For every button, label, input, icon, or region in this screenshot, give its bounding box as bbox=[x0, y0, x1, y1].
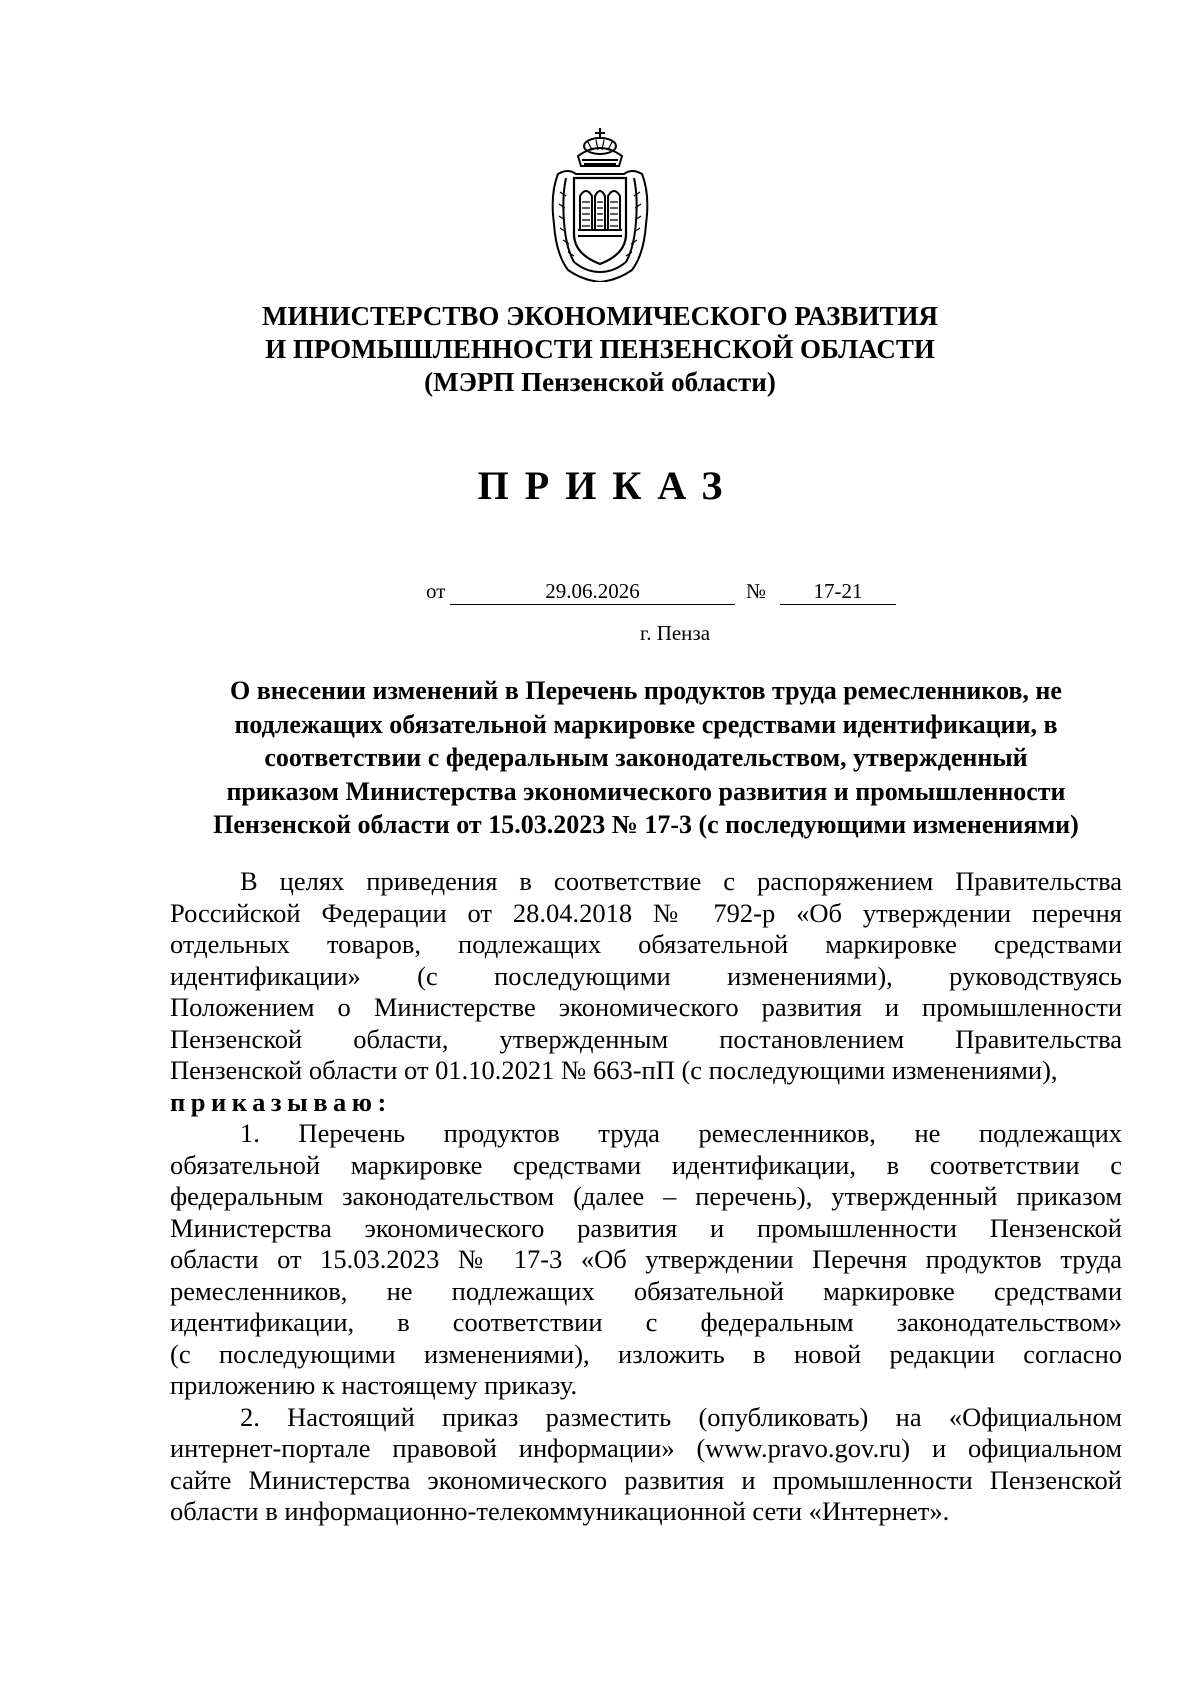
ministry-name-line-2: И ПРОМЫШЛЕННОСТИ ПЕНЗЕНСКОЙ ОБЛАСТИ bbox=[265, 334, 935, 364]
body-line: федеральным законодательством (далее – перечень), утвержденный приказом bbox=[170, 1181, 1122, 1211]
ministry-short-name: (МЭРП Пензенской области) bbox=[424, 367, 776, 397]
body-line: области в информационно-телекоммуникационной сети «Интернет». bbox=[170, 1496, 950, 1526]
body-line: 1. Перечень продуктов труда ремесленников, не подлежащих bbox=[240, 1118, 1122, 1148]
body-line: приложению к настоящему приказу. bbox=[170, 1370, 578, 1400]
date-prefix: от bbox=[426, 579, 446, 603]
document-date: 29.06.2026 bbox=[450, 578, 735, 605]
subject-line: подлежащих обязательной маркировке средствами идентификации, в bbox=[234, 709, 1058, 739]
body-line: (с последующими изменениями), изложить в новой редакции согласно bbox=[170, 1338, 1122, 1369]
document-title: ПРИКАЗ bbox=[477, 463, 739, 508]
body-line: обязательной маркировке средствами идентификации, в соответствии с bbox=[170, 1149, 1122, 1180]
item-1-paragraph bbox=[170, 1118, 1122, 1402]
city-name: г. Пенза bbox=[639, 621, 711, 645]
body-line: В целях приведения в соответствие с распоряжением Правительства bbox=[240, 866, 1122, 896]
body-line: области от 15.03.2023 № 17-3 «Об утверждении Перечня продуктов труда bbox=[170, 1244, 1122, 1274]
item-2-paragraph bbox=[170, 1402, 1122, 1528]
body-line: 2. Настоящий приказ разместить (опубликовать) на «Официальном bbox=[240, 1401, 1122, 1432]
subject-line: соответствии с федеральным законодательством, утвержденный bbox=[264, 743, 1028, 772]
body-line: ремесленников, не подлежащих обязательной маркировке средствами bbox=[170, 1275, 1122, 1306]
body-line: сайте Министерства экономического развития и промышленности Пензенской bbox=[170, 1464, 1122, 1495]
document-subject bbox=[170, 674, 1122, 842]
body-line: отдельных товаров, подлежащих обязательной маркировке средствами bbox=[170, 929, 1122, 959]
number-prefix: № bbox=[746, 579, 767, 603]
body-line: идентификации» (с последующими изменениями), руководствуясь bbox=[170, 960, 1122, 991]
body-line: Российской Федерации от 28.04.2018 № 792-р «Об утверждении перечня bbox=[170, 897, 1122, 928]
coat-of-arms-emblem bbox=[538, 122, 662, 282]
body-line: Пензенской области, утвержденным постановлением Правительства bbox=[170, 1023, 1122, 1054]
order-word: приказываю: bbox=[170, 1086, 392, 1117]
body-line: идентификации, в соответствии с федеральным законодательством» bbox=[170, 1307, 1122, 1337]
document-number: 17-21 bbox=[780, 578, 896, 605]
body-line: Министерства экономического развития и промышленности Пензенской bbox=[170, 1212, 1122, 1243]
subject-line: О внесении изменений в Перечень продуктов труда ремесленников, не bbox=[230, 676, 1062, 705]
preamble-paragraph bbox=[170, 866, 1122, 1087]
body-line: интернет-портале правовой информации» (www.pravo.gov.ru) и официальном bbox=[170, 1433, 1122, 1463]
subject-line: Пензенской области от 15.03.2023 № 17-3 (с последующими изменениями) bbox=[213, 810, 1079, 839]
body-line: Положением о Министерстве экономического развития и промышленности bbox=[170, 992, 1122, 1022]
ministry-name-line-1: МИНИСТЕРСТВО ЭКОНОМИЧЕСКОГО РАЗВИТИЯ bbox=[262, 301, 938, 331]
document-body bbox=[170, 866, 1122, 1528]
subject-line: приказом Министерства экономического развития и промышленности bbox=[226, 776, 1066, 806]
body-line: Пензенской области от 01.10.2021 № 663-пП (с последующими изменениями), bbox=[170, 1055, 1058, 1085]
